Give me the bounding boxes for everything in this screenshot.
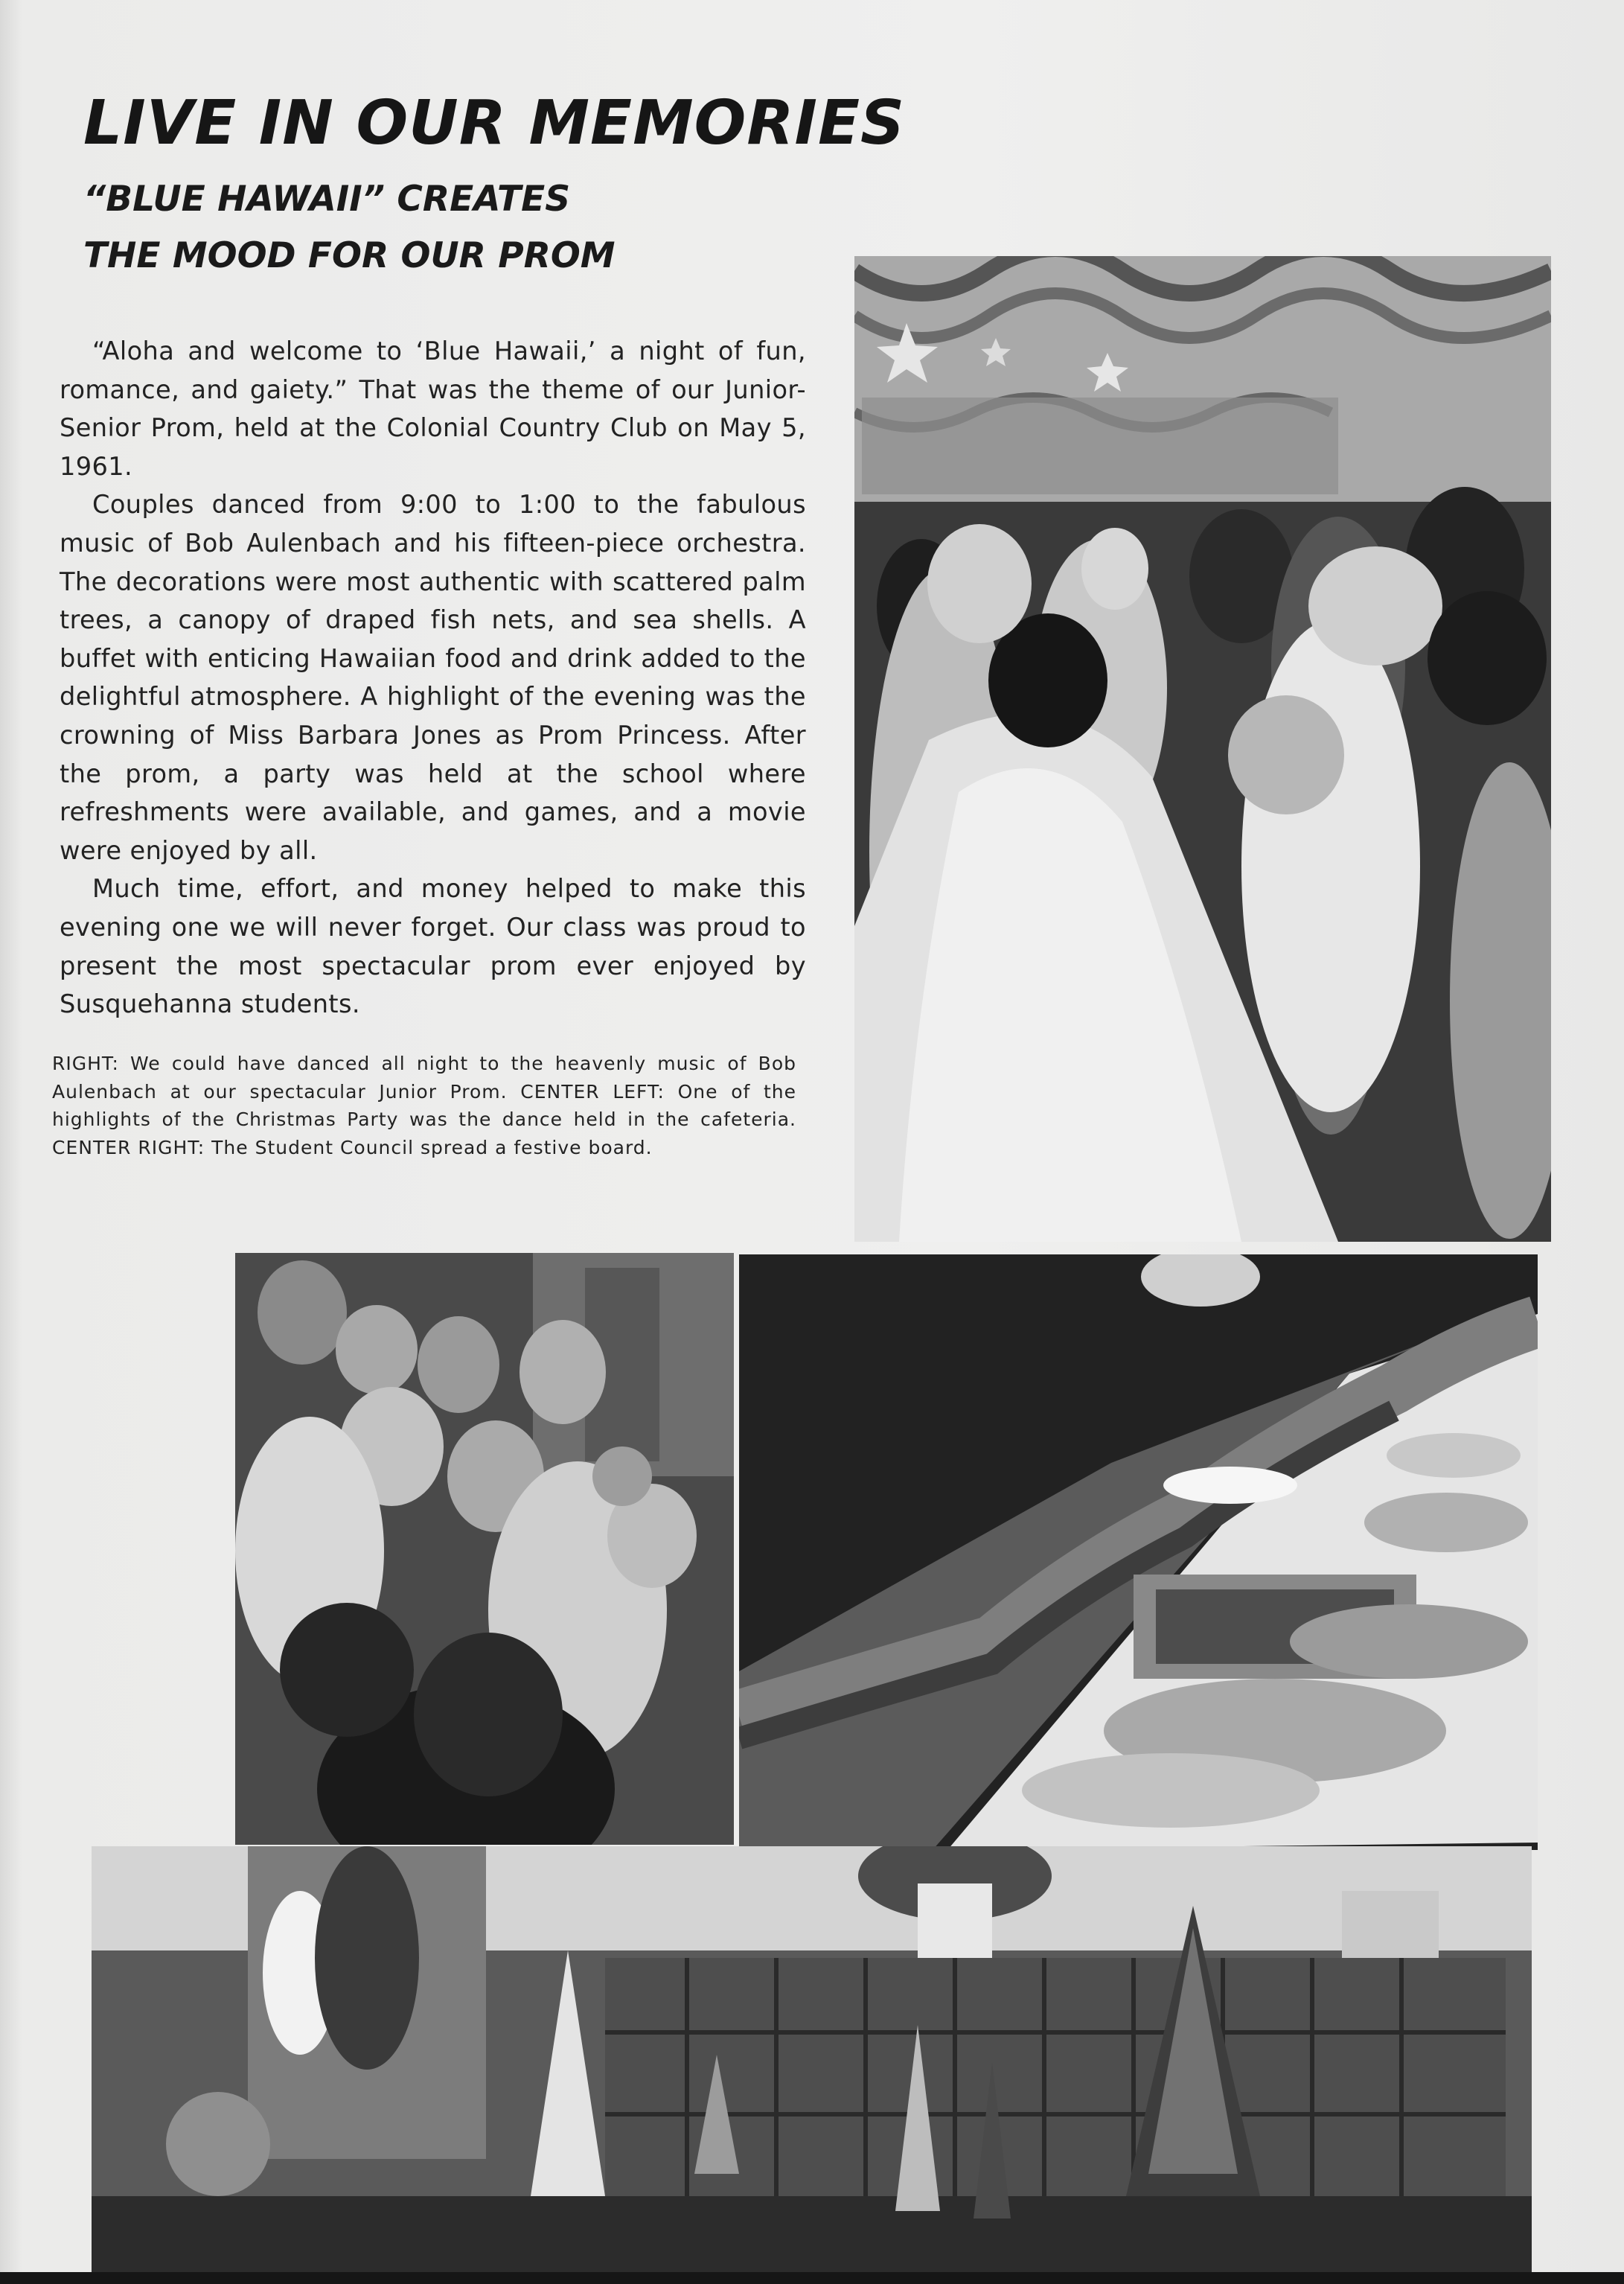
christmas-decorations-photo [92,1846,1532,2272]
prom-dance-photo [854,256,1551,1242]
article-paragraph: Couples danced from 9:00 to 1:00 to the fabulous music of Bob Aulenbach and his fifteen-piece orchestra. The decorations were most authentic with scattered palm trees, a canopy of draped fish nets, and sea shells. A buffet with enticing Hawaiian food and drink added to the delightful atmosphere. A highlight of the evening was the crowning of Miss Barbara Jones as Prom Princess. After the prom, a party was held at the school where refreshments were available, and games, and a movie were enjoyed by all. [60,490,806,865]
article-body [60,332,806,1024]
page-bottom-edge [0,2272,1624,2284]
article-subhead-line-1: “BLUE HAWAII” CREATES [83,179,571,220]
article-paragraph: Much time, effort, and money helped to make this evening one we will never forget. Our class was proud to present the most spectacular prom ever enjoyed by Susquehanna students. [60,874,806,1019]
article-subhead-line-2: THE MOOD FOR OUR PROM [83,235,616,276]
photo-caption: RIGHT: We could have danced all night to the heavenly music of Bob Aulenbach at our spectacular Junior Prom. CENTER LEFT: One of the highlights of the Christmas Party was the dance held in the cafeteria. CENTER RIGHT: The Student Council spread a festive board. [52,1053,796,1158]
article-paragraph: “Aloha and welcome to ‘Blue Hawaii,’ a night of fun, romance, and gaiety.” That was the theme of our Junior-Senior Prom, held at the Colonial Country Club on May 5, 1961. [60,336,806,481]
christmas-party-dance-photo [235,1253,734,1845]
student-council-buffet-photo [739,1254,1538,1850]
page-headline: LIVE IN OUR MEMORIES [83,88,906,159]
